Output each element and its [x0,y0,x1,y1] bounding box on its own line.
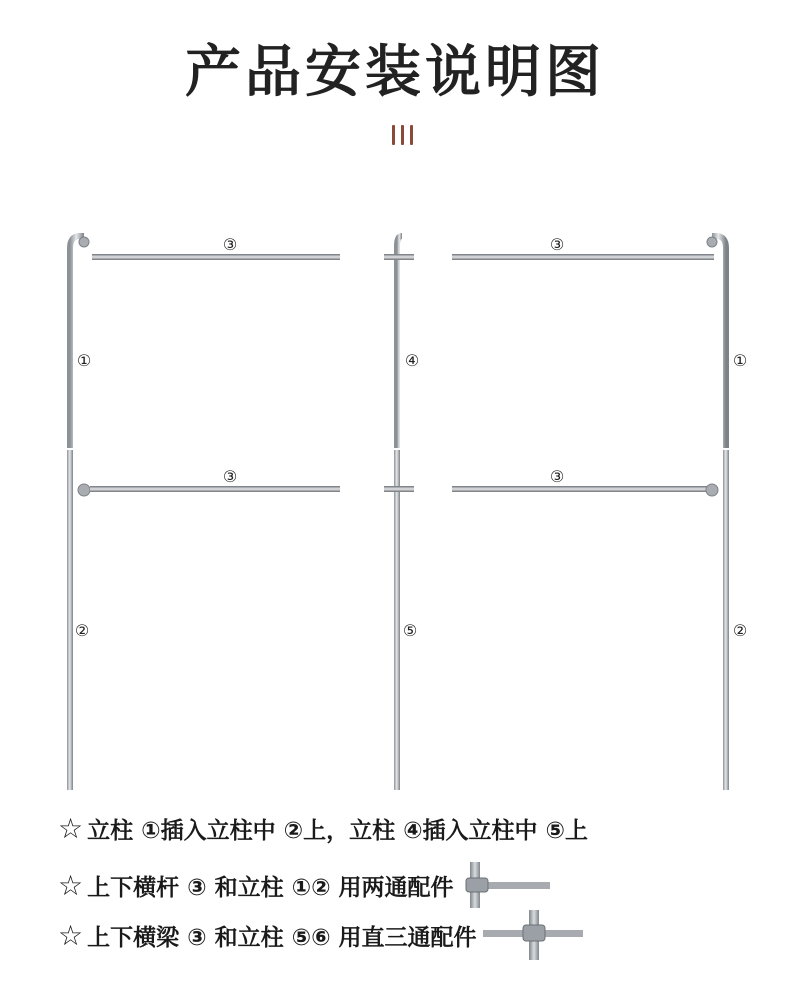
callout-right-upper-post: ① [732,351,748,370]
page-title: 产品安装说明图 [185,40,605,105]
callout-middle-upper-post: ④ [404,351,420,370]
title-divider [388,125,416,147]
star-icon: ☆ [58,918,84,952]
instruction-2-text: 上下横杆 ③ 和立柱 ①② 用两通配件 [87,874,454,901]
callout-left-lower-post: ② [74,621,90,640]
left-crossbar-bottom [90,486,340,492]
instruction-3-text: 上下横梁 ③ 和立柱 ⑤⑥ 用直三通配件 [87,924,477,951]
star-icon: ☆ [58,868,84,902]
right-crossbar-top [452,254,714,260]
two-way-fitting-icon [460,862,550,908]
star-icon: ☆ [58,812,84,845]
instruction-3 [58,910,758,960]
middle-post [384,236,414,790]
left-crossbar-top [92,254,340,260]
instruction-2 [58,862,758,908]
callout-right-crossbar-top: ③ [549,235,565,254]
callout-left-upper-post: ① [76,351,92,370]
callout-left-crossbar-top: ③ [222,235,238,254]
right-crossbar-bottom [452,486,708,492]
callout-right-crossbar-bottom: ③ [549,467,565,486]
three-way-fitting-icon [483,910,583,960]
right-post [706,236,729,790]
left-post [67,236,90,790]
callout-middle-lower-post: ⑤ [402,621,418,640]
callout-right-lower-post: ② [732,621,748,640]
instruction-1-text: 立柱 ①插入立柱中 ②上，立柱 ④插入立柱中 ⑤上 [87,818,589,844]
rack-diagram [0,220,790,800]
instruction-1 [58,812,758,845]
callout-left-crossbar-bottom: ③ [222,467,238,486]
